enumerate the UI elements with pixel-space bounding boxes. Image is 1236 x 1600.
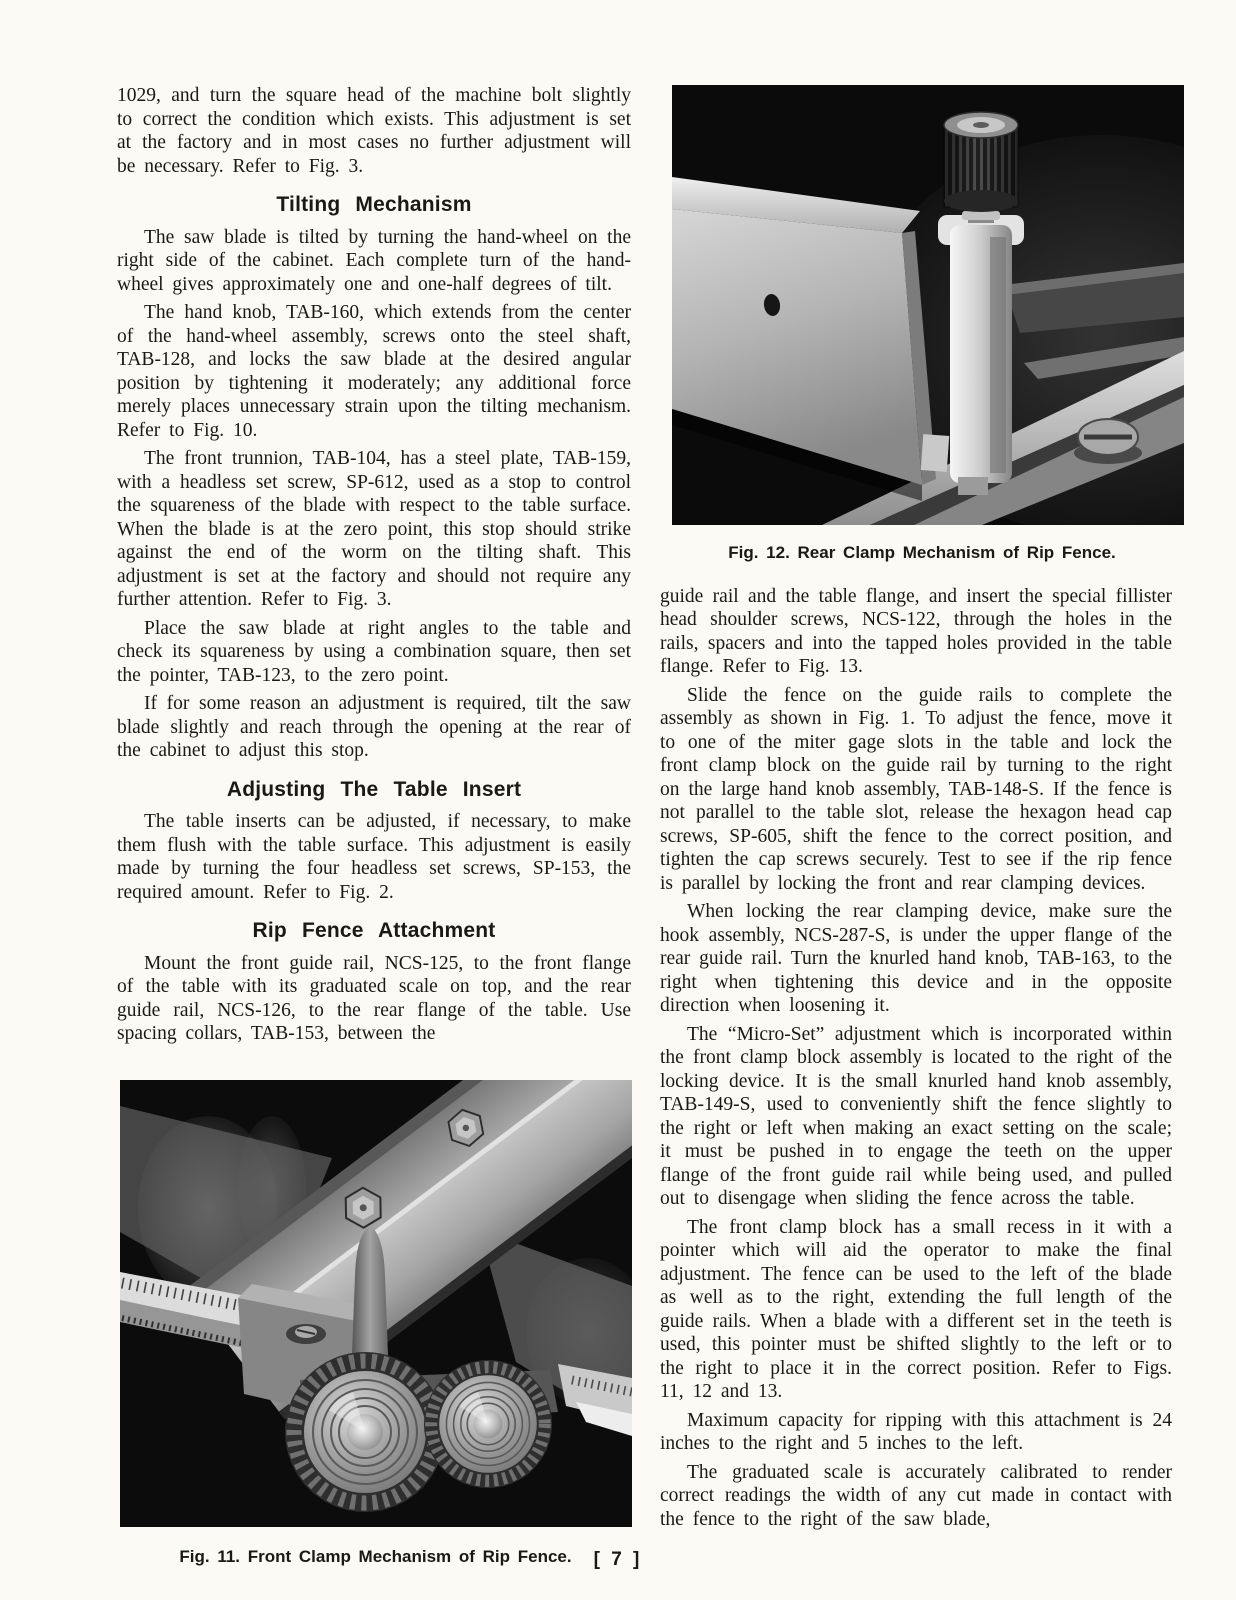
paragraph: Place the saw blade at right angles to the table and check its squareness by using a combination square, then set the pointer, TAB-123, to the zero point.	[117, 617, 631, 686]
section-heading-rip-fence-attachment: Rip Fence Attachment	[252, 919, 496, 942]
paragraph: The graduated scale is accurately calibrated to render correct readings the width of any cut made in contact with the fence to the right of the saw blade,	[660, 1461, 1172, 1530]
section-heading-tilting-mechanism: Tilting Mechanism	[276, 193, 472, 216]
fig12-rear-clamp-photo	[672, 85, 1184, 525]
figure-12	[672, 85, 1172, 565]
paragraph: The saw blade is tilted by turning the hand-wheel on the right side of the cabinet. Each complete turn of the hand-wheel gives approximately one and one-half degrees of tilt.	[117, 226, 631, 295]
left-column	[117, 84, 631, 1568]
paragraph: When locking the rear clamping device, make sure the hook assembly, NCS-287-S, is under the upper flange of the rear guide rail. Turn the knurled hand knob, TAB-163, to the right when tightening this device and in the opposite direction when loosening it.	[660, 901, 1172, 1016]
figure-11-caption: Fig. 11. Front Clamp Mechanism of Rip Fence.	[179, 1546, 572, 1566]
paragraph: If for some reason an adjustment is required, tilt the saw blade slightly and reach through the opening at the rear of the cabinet to adjust this stop.	[117, 693, 631, 761]
page-number: [ 7 ]	[593, 1549, 643, 1570]
paragraph: guide rail and the table flange, and insert the special fillister head shoulder screws, NCS-122, through the holes in the rails, spacers and into the tapped holes provided in the table flange. Refer to Fig. 13.	[660, 585, 1172, 677]
paragraph: The table inserts can be adjusted, if necessary, to make them flush with the table surface. This adjustment is easily made by turning the four headless set screws, SP-153, the required amount. Refer to Fig. 2.	[117, 811, 631, 903]
figure-11	[120, 1080, 631, 1569]
paragraph: The front trunnion, TAB-104, has a steel plate, TAB-159, with a headless set screw, SP-612, used as a stop to control the squareness of the blade with respect to the table surface. When the blade is at the zero point, this stop should strike against the end of the worm on the tilting shaft. This adjustment is set at the factory and should not require any further attention. Refer to Fig. 3.	[117, 448, 631, 610]
paragraph: 1029, and turn the square head of the machine bolt slightly to correct the condition which exists. This adjustment is set at the factory and in most cases no further adjustment will be necessary. Refer to Fig. 3.	[117, 85, 631, 177]
paragraph: The hand knob, TAB-160, which extends from the center of the hand-wheel assembly, screws onto the steel shaft, TAB-128, and locks the saw blade at the desired angular position by tightening it moderately; any additional force merely places unnecessary strain upon the tilting mechanism. Refer to Fig. 10.	[117, 302, 631, 441]
paragraph: The “Micro-Set” adjustment which is incorporated within the front clamp block assembly is located to the right of the locking device. It is the small knurled hand knob assembly, TAB-149-S, used to conveniently shift the fence slightly to the right or left when making an exact setting on the scale; it must be pushed in to engage the teeth on the upper flange of the front guide rail while being used, and pulled out to disengage when sliding the fence across the table.	[660, 1023, 1172, 1209]
right-column	[660, 84, 1172, 1536]
paragraph: Slide the fence on the guide rails to complete the assembly as shown in Fig. 1. To adjust the fence, move it to one of the miter gage slots in the table and lock the front clamp block on the guide rail by turning to the right on the large hand knob assembly, TAB-148-S. If the fence is not parallel to the table slot, release the hexagon head cap screws, SP-605, shift the fence to the correct position, and tighten the cap screws securely. Test to see if the rip fence is parallel by locking the front and rear clamping devices.	[660, 684, 1172, 894]
fig11-front-clamp-photo	[120, 1080, 632, 1527]
paragraph: The front clamp block has a small recess in it with a pointer which will aid the operator to make the final adjustment. The fence can be used to the left of the blade as well as to the right, extending the full length of the guide rails. When a blade with a different set in the teeth is used, this pointer must be shifted slightly to the left or to the right to place it in the correct position. Refer to Figs. 11, 12 and 13.	[660, 1216, 1172, 1402]
figure-12-caption: Fig. 12. Rear Clamp Mechanism of Rip Fence.	[728, 543, 1116, 562]
paragraph: Mount the front guide rail, NCS-125, to the front flange of the table with its graduated scale on top, and the rear guide rail, NCS-126, to the rear flange of the table. Use spacing collars, TAB-153, between the	[117, 952, 631, 1044]
section-heading-adjusting-table-insert: Adjusting The Table Insert	[226, 777, 522, 801]
paragraph: Maximum capacity for ripping with this attachment is 24 inches to the right and 5 inches to the left.	[660, 1409, 1172, 1454]
